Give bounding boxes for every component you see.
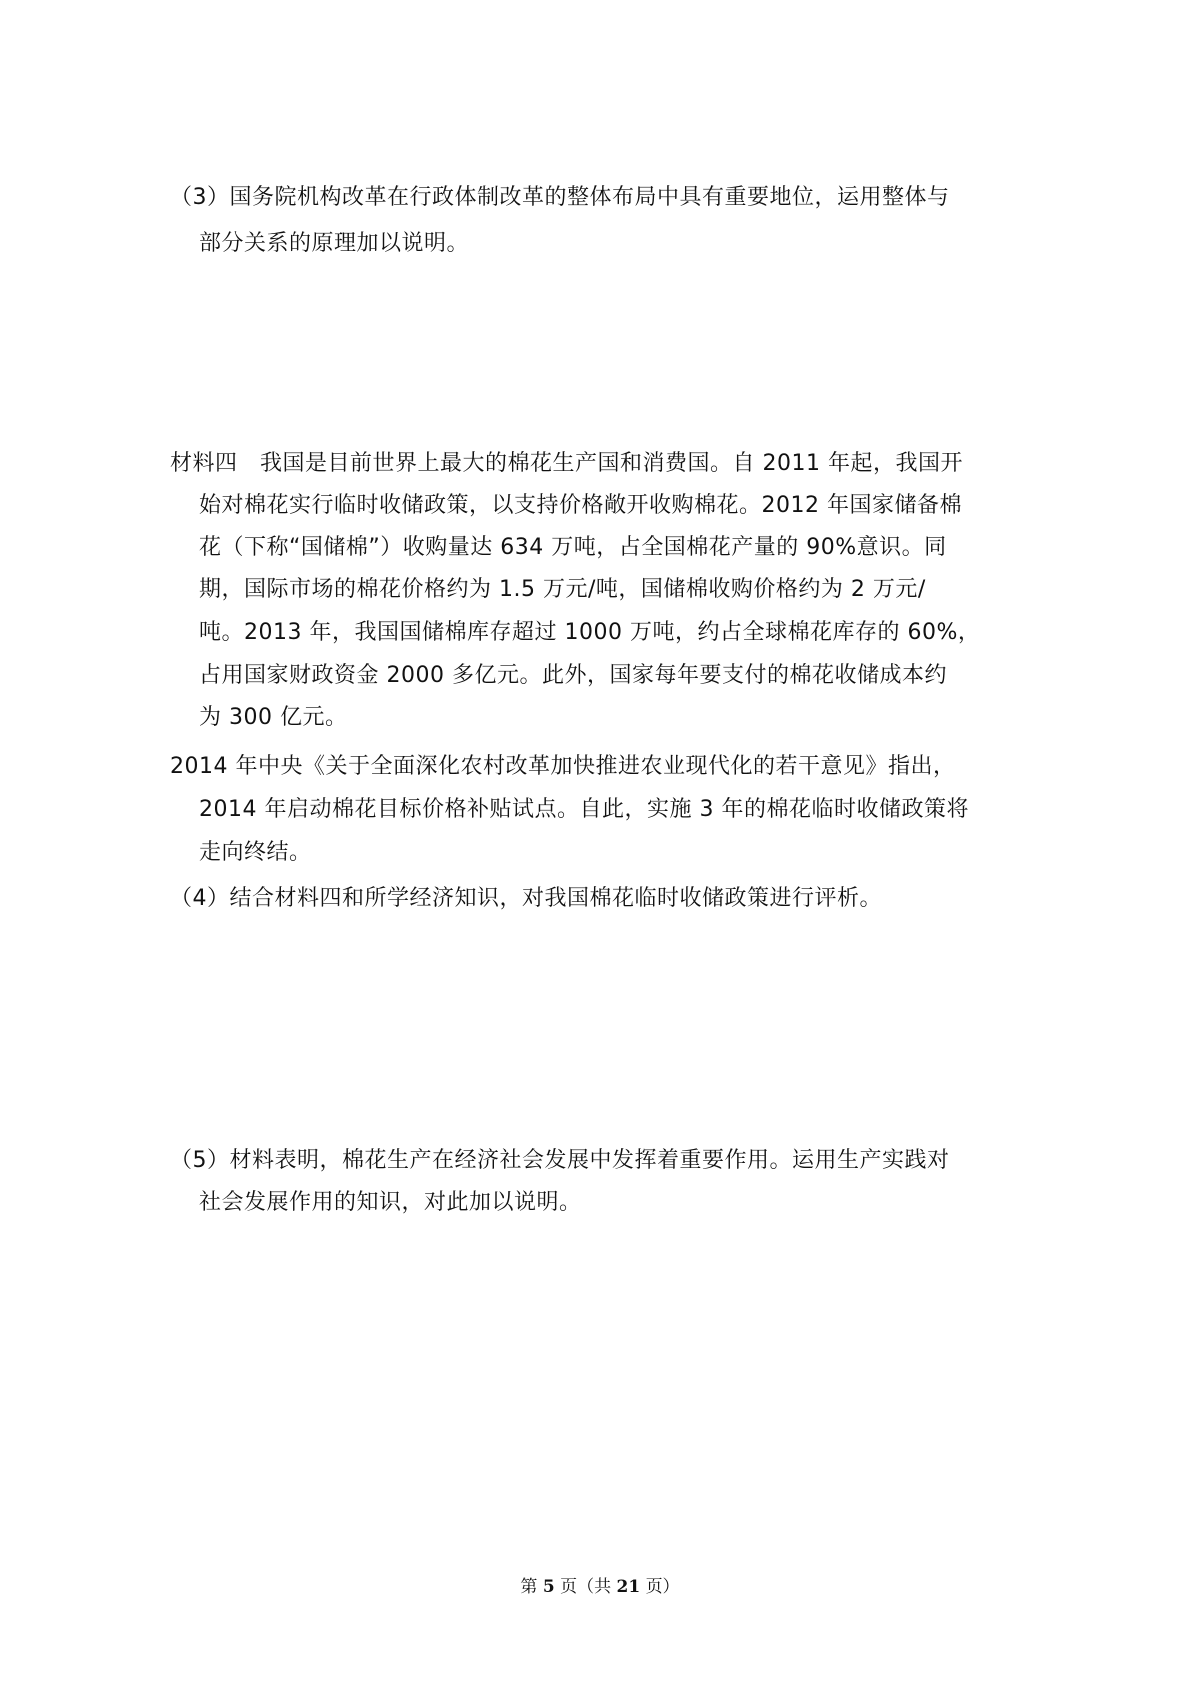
footer-suffix: 页） [645,1577,680,1597]
material-4-line-10: 走向终结。 [199,840,312,865]
material-4-line-3: 花（下称“国储棉”）收购量达 634 万吨，占全国棉花产量的 90%意识。同 [199,535,947,560]
footer-page-number: 5 [542,1577,555,1597]
footer-total-pages: 21 [616,1577,641,1597]
material-4-line-9: 2014 年启动棉花目标价格补贴试点。自此，实施 3 年的棉花临时收储政策将 [199,797,969,822]
question-3-line-2: 部分关系的原理加以说明。 [199,231,470,256]
footer-middle: 页（共 [560,1577,612,1597]
material-4-line-2: 始对棉花实行临时收储政策，以支持价格敞开收购棉花。2012 年国家储备棉 [199,493,962,518]
material-4-line-5: 吨。2013 年，我国国储棉库存超过 1000 万吨，约占全球棉花库存的 60%， [199,620,981,645]
footer-prefix: 第 [520,1577,538,1597]
question-3-line-1: （3）国务院机构改革在行政体制改革的整体布局中具有重要地位，运用整体与 [170,185,950,210]
material-4-line-7: 为 300 亿元。 [199,705,348,730]
question-5-line-2: 社会发展作用的知识，对此加以说明。 [199,1190,582,1215]
material-4-line-8: 2014 年中央《关于全面深化农村改革加快推进农业现代化的若干意见》指出， [170,754,956,779]
material-4-line-6: 占用国家财政资金 2000 多亿元。此外，国家每年要支付的棉花收储成本约 [199,663,947,688]
material-4-line-4: 期，国际市场的棉花价格约为 1.5 万元/吨，国储棉收购价格约为 2 万元/ [199,577,926,602]
page-footer [0,1575,1200,1599]
question-4-line-1: （4）结合材料四和所学经济知识，对我国棉花临时收储政策进行评析。 [170,886,882,911]
question-5-line-1: （5）材料表明，棉花生产在经济社会发展中发挥着重要作用。运用生产实践对 [170,1148,950,1173]
material-4-line-1: 材料四 我国是目前世界上最大的棉花生产国和消费国。自 2011 年起，我国开 [170,451,963,476]
